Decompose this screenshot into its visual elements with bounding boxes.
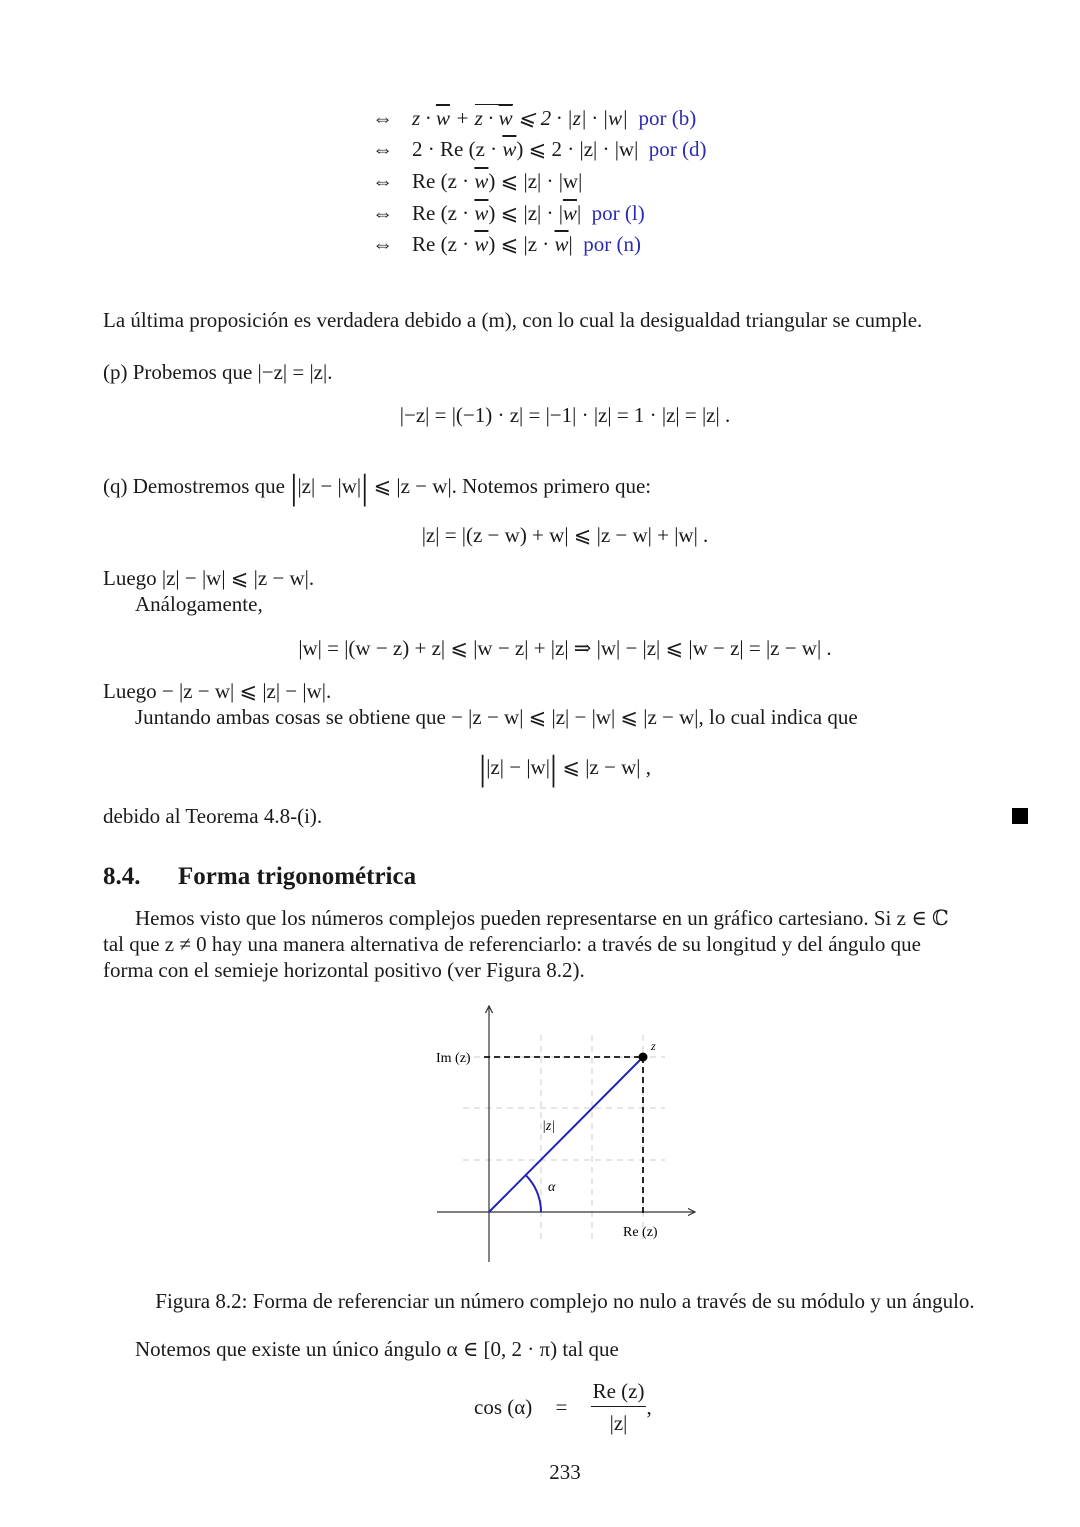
iff-symbol: ⇔	[372, 169, 393, 193]
math-part: ) ⩽ |z| · |	[488, 201, 563, 225]
iff-symbol: ⇔	[372, 106, 393, 130]
math-part: $\overline{w}$	[474, 232, 489, 256]
math-part: $\overline{w}$	[554, 232, 569, 256]
text: ⩽ |z − w|. Notemos primero que:	[368, 474, 652, 498]
math-part: ,	[646, 1395, 652, 1419]
reference-link[interactable]: por (l)	[591, 201, 645, 225]
complex-plane-figure	[420, 1000, 710, 1270]
math-part: |z| − |w|	[486, 755, 550, 779]
math-part: cos (α)	[474, 1395, 533, 1419]
modulus-label: |z|	[542, 1119, 556, 1134]
math-part: ) ⩽ |z ·	[488, 232, 555, 256]
math-part: ) ⩽ 2 · |z| · |w|	[516, 137, 639, 161]
page-number: 233	[549, 1460, 581, 1484]
im-label: Im (z)	[436, 1051, 471, 1066]
abs-bar: |	[361, 467, 369, 507]
item-q	[103, 467, 652, 507]
equation	[412, 200, 645, 226]
equation	[412, 105, 696, 131]
math-part: ) ⩽ |z| · |w|	[488, 169, 583, 193]
abs-bar: |	[479, 748, 487, 788]
qed-square-icon	[1012, 808, 1028, 824]
angle-label: α	[548, 1180, 556, 1195]
paragraph-line: tal que z ≠ 0 hay una manera alternativa de referenciarlo: a través de su longitud y del ángulo que	[103, 932, 921, 956]
point-label: z	[651, 1039, 656, 1053]
iff-symbol: ⇔	[372, 201, 393, 225]
reference-link[interactable]: por (b)	[638, 106, 697, 130]
math-part: $\overline{w}$	[502, 137, 517, 161]
math-part: |	[576, 201, 582, 225]
paragraph: La última proposición es verdadera debido a (m), con lo cual la desigualdad triangular se cumple.	[103, 308, 923, 332]
paragraph-line: forma con el semieje horizontal positivo (ver Figura 8.2).	[103, 958, 585, 982]
math-part: 2 · Re (z ·	[412, 137, 503, 161]
reference-link[interactable]: por (n)	[583, 232, 641, 256]
section-number: 8.4.	[103, 863, 141, 890]
math-part: ⩽ |z − w| ,	[557, 755, 651, 779]
conjugate-group	[475, 104, 513, 130]
abs-bar: |	[290, 467, 298, 507]
math-part: z ·	[412, 106, 436, 130]
paragraph: Luego |z| − |w| ⩽ |z − w|.	[103, 566, 315, 590]
math-part: $\overline{w}$	[474, 201, 489, 225]
math-part: ⩽ 2 · |z| · |w|	[512, 106, 628, 130]
equals-sign: =	[555, 1395, 568, 1419]
paragraph-line: Hemos visto que los números complejos pueden representarse en un gráfico cartesiano. Si z ∈ ℂ	[135, 906, 949, 930]
abs-bar: |	[549, 748, 558, 788]
fraction	[591, 1378, 647, 1436]
point-z	[639, 1053, 648, 1062]
section-heading	[103, 862, 417, 892]
denominator: |z|	[609, 1411, 628, 1435]
math-part: Re (z ·	[412, 169, 475, 193]
paragraph: debido al Teorema 4.8-(i).	[103, 804, 323, 828]
paragraph: Juntando ambas cosas se obtiene que − |z − w| ⩽ |z| − |w| ⩽ |z − w|, lo cual indica que	[135, 705, 858, 729]
math-part: $\overline{w}$	[562, 201, 577, 225]
cos-equation	[474, 1378, 652, 1436]
paragraph: Análogamente,	[135, 592, 263, 616]
section-title: Forma trigonométrica	[178, 863, 417, 890]
figure-caption: Figura 8.2: Forma de referenciar un número complejo no nulo a través de su módulo y un ángulo.	[155, 1289, 975, 1313]
paragraph: Luego − |z − w| ⩽ |z| − |w|.	[103, 679, 332, 703]
math-part: |	[568, 232, 573, 256]
math-part: +	[449, 106, 475, 130]
iff-symbol: ⇔	[372, 232, 393, 256]
equation	[412, 231, 641, 257]
item-p: (p) Probemos que |−z| = |z|.	[103, 360, 333, 384]
math-part: z ·	[474, 106, 499, 130]
angle-arc	[526, 1175, 541, 1212]
equation	[412, 136, 707, 162]
iff-symbol: ⇔	[372, 137, 393, 161]
text: (q) Demostremos que	[103, 474, 285, 498]
math-part: Re (z ·	[412, 232, 475, 256]
modulus-vector	[489, 1057, 643, 1212]
equation	[412, 168, 582, 194]
math-part: $\overline{w}$	[474, 169, 489, 193]
paragraph: Notemos que existe un único ángulo α ∈ [0, 2 · π) tal que	[135, 1337, 619, 1361]
display-equation: |w| = |(w − z) + z| ⩽ |w − z| + |z| ⇒ |w| − |z| ⩽ |w − z| = |z − w| .	[298, 636, 832, 660]
math-part: Re (z ·	[412, 201, 475, 225]
reference-link[interactable]: por (d)	[648, 137, 707, 161]
re-label: Re (z)	[623, 1225, 658, 1240]
math-part: $\overline{w}$	[435, 106, 450, 130]
display-equation: |−z| = |(−1) · z| = |−1| · |z| = 1 · |z| = |z| .	[399, 403, 731, 427]
math-part: |z| − |w|	[297, 474, 362, 498]
display-equation	[0, 748, 1080, 788]
math-part: $\overline{w}$	[498, 106, 513, 130]
display-equation: |z| = |(z − w) + w| ⩽ |z − w| + |w| .	[421, 523, 709, 547]
numerator: Re (z)	[591, 1378, 647, 1407]
